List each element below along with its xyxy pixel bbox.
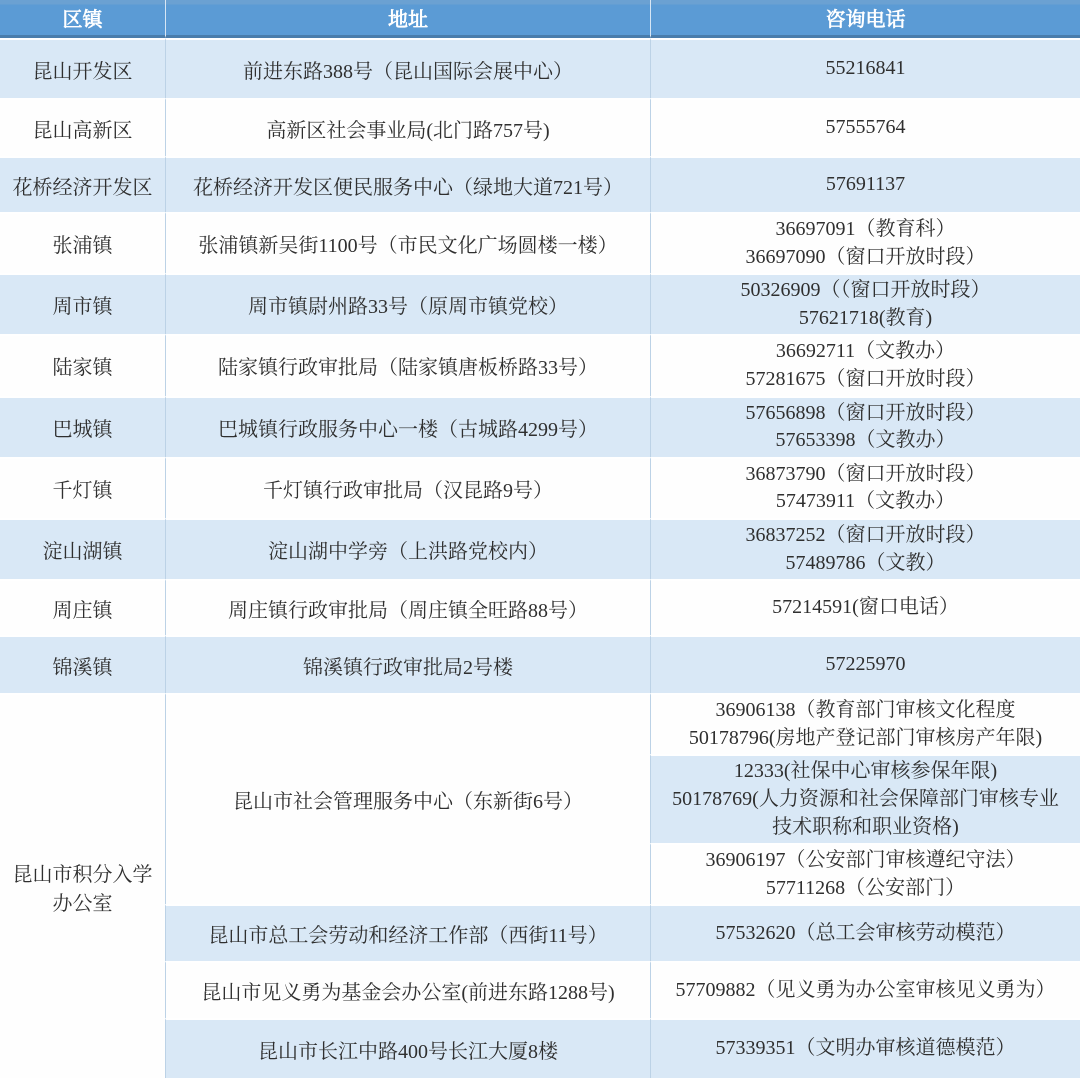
table-row — [0, 334, 1080, 395]
phone-line: 50178769(人力资源和社会保障部门审核专业 — [672, 787, 1059, 810]
phone-cell — [650, 693, 1080, 754]
phone-cell — [650, 98, 1080, 156]
district-cell: 周市镇 — [0, 273, 165, 334]
phone-line: 57339351（文明办审核道德模范） — [715, 1037, 1016, 1060]
phone-cell — [650, 635, 1080, 693]
phone-cell — [650, 457, 1080, 518]
phone-cell — [650, 579, 1080, 635]
address-cell: 巴城镇行政服务中心一楼（古城路4299号） — [165, 396, 650, 457]
address-cell: 陆家镇行政审批局（陆家镇唐板桥路33号） — [165, 334, 650, 395]
phone-line: 36906197（公安部门审核遵纪守法） — [705, 849, 1026, 872]
district-cell: 昆山高新区 — [0, 98, 165, 156]
phone-cell — [650, 843, 1080, 904]
address-cell: 花桥经济开发区便民服务中心（绿地大道721号） — [165, 156, 650, 212]
district-cell: 淀山湖镇 — [0, 518, 165, 579]
phone-line: 36697091（教育科） — [775, 218, 956, 240]
phone-line: 57489786（文教） — [785, 551, 946, 574]
address-cell: 张浦镇新吴街1100号（市民文化广场圆楼一楼） — [165, 212, 650, 273]
district-cell: 张浦镇 — [0, 212, 165, 273]
district-cell: 锦溪镇 — [0, 635, 165, 693]
address-cell: 淀山湖中学旁（上洪路党校内） — [165, 518, 650, 579]
phone-line: 57473911（文教办） — [775, 490, 956, 513]
phone-cell — [650, 212, 1080, 273]
table-row — [0, 457, 1080, 518]
table-row — [0, 98, 1080, 156]
phone-line: 36692711（文教办） — [775, 340, 956, 363]
phone-line: 12333(社保中心审核参保年限) — [733, 760, 998, 783]
header-row — [0, 0, 1080, 38]
address-cell: 昆山市见义勇为基金会办公室(前进东路1288号) — [165, 961, 650, 1018]
phone-cell — [650, 904, 1080, 961]
phone-line: 57691137 — [825, 173, 906, 196]
phone-line: 57621718(教育) — [798, 306, 933, 329]
table-row — [0, 396, 1080, 457]
phone-cell — [650, 273, 1080, 334]
phone-line: 技术职称和职业资格) — [772, 815, 959, 838]
phone-cell — [650, 961, 1080, 1018]
address-cell: 昆山市总工会劳动和经济工作部（西街11号） — [165, 904, 650, 961]
district-cell: 周庄镇 — [0, 579, 165, 635]
district-cell: 陆家镇 — [0, 334, 165, 395]
header-district: 区镇 — [0, 0, 165, 38]
phone-line: 36697090（窗口开放时段） — [745, 245, 986, 268]
district-cell: 巴城镇 — [0, 396, 165, 457]
address-cell: 千灯镇行政审批局（汉昆路9号） — [165, 457, 650, 518]
phone-line: 36906138（教育部门审核文化程度 — [715, 699, 1016, 722]
address-cell: 锦溪镇行政审批局2号楼 — [165, 635, 650, 693]
phone-line: 57225970 — [825, 653, 906, 676]
table-row — [0, 38, 1080, 98]
phone-cell — [650, 156, 1080, 212]
phone-cell — [650, 334, 1080, 395]
address-cell: 周庄镇行政审批局（周庄镇全旺路88号） — [165, 579, 650, 635]
phone-line: 57555764 — [825, 116, 906, 139]
phone-cell — [650, 396, 1080, 457]
phone-cell — [650, 1018, 1080, 1078]
table-row — [0, 156, 1080, 212]
phone-cell — [650, 754, 1080, 843]
table-row-merged — [0, 693, 1080, 754]
address-cell: 昆山市长江中路400号长江大厦8楼 — [165, 1018, 650, 1078]
phone-line: 36837252（窗口开放时段） — [745, 523, 986, 546]
table-row — [0, 212, 1080, 273]
district-cell: 花桥经济开发区 — [0, 156, 165, 212]
district-cell: 昆山开发区 — [0, 38, 165, 98]
address-cell: 昆山市社会管理服务中心（东新街6号） — [165, 693, 650, 904]
phone-line: 57281675（窗口开放时段） — [745, 367, 986, 390]
phone-cell — [650, 518, 1080, 579]
header-phone: 咨询电话 — [650, 0, 1080, 38]
phone-cell — [650, 38, 1080, 98]
phone-line: 57656898（窗口开放时段） — [745, 401, 986, 424]
phone-line: 50178796(房地产登记部门审核房产年限) — [688, 726, 1043, 749]
phone-line: 57532620（总工会审核劳动模范） — [715, 921, 1016, 944]
phone-line: 57653398（文教办） — [775, 429, 956, 452]
office-district-cell: 昆山市积分入学办公室 — [0, 693, 165, 1078]
phone-line: 50326909（（窗口开放时段） — [740, 279, 991, 302]
table-row — [0, 273, 1080, 334]
header-address: 地址 — [165, 0, 650, 38]
table-row — [0, 518, 1080, 579]
phone-line: 57711268（公安部门） — [765, 876, 966, 899]
address-cell: 前进东路388号（昆山国际会展中心） — [165, 38, 650, 98]
address-cell: 周市镇尉州路33号（原周市镇党校） — [165, 273, 650, 334]
table-row — [0, 635, 1080, 693]
phone-line: 55216841 — [825, 57, 906, 80]
address-cell: 高新区社会事业局(北门路757号) — [165, 98, 650, 156]
phone-line: 36873790（窗口开放时段） — [745, 462, 986, 485]
district-cell: 千灯镇 — [0, 457, 165, 518]
phone-line: 57214591(窗口电话） — [772, 596, 959, 619]
table-row — [0, 579, 1080, 635]
phone-line: 57709882（见义勇为办公室审核见义勇为） — [675, 978, 1056, 1001]
